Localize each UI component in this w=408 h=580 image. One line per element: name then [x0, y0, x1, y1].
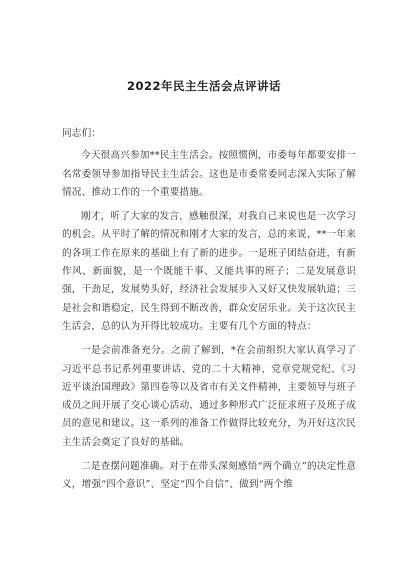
paragraph-3: 一是会前准备充分。之前了解到，*在会前组织大家认真学习了习近平总书记系列重要讲话、党的二十大精神、党章党规党纪、《习近平谈治国理政》第四卷等以及省市有关文件精神，主要领导与班子成员之间开展了交心谈心活动，通过多种形式广泛征求班子及班子成员的意见和建议。这一系列的准备工作做得比较充分，为开好这次民主生活会奠定了良好的基础。 — [62, 345, 356, 448]
document-title: 2022年民主生活会点评讲话 — [126, 79, 281, 93]
document-body — [62, 125, 356, 501]
paragraph-1: 今天很高兴参加**民主生活会。按照惯例，市委每年都要安排一名常委领导参加指导民主生活会。这也是市委常委同志深入实际了解情况、推动工作的一个重要措施。 — [62, 150, 356, 198]
paragraph-2: 刚才，听了大家的发言，感触很深，对我自己来说也是一次学习的机会。从平时了解的情况和刚才大家的发言，总的来说，**一年来的各项工作在原来的基础上有了新的进步。一是班子团结奋进，有新作风、新面貌，是一个既能干事、又能共事的班子；二是发展意识强，干劲足，发展势头好，经济社会发展步入又好又快发展轨道；三是社会和谐稳定，民生得到不断改善，群众安居乐业。关于这次民主生活会，总的认为开得比较成功。主要有几个方面的特点： — [62, 211, 357, 332]
paragraph-4: 二是查摆问题准确。对于在带头深刻感悟“两个确立”的决定性意义，增强“四个意识”、坚定“四个自信”、做到“两个维 — [62, 461, 356, 491]
greeting: 同志们： — [62, 128, 102, 139]
